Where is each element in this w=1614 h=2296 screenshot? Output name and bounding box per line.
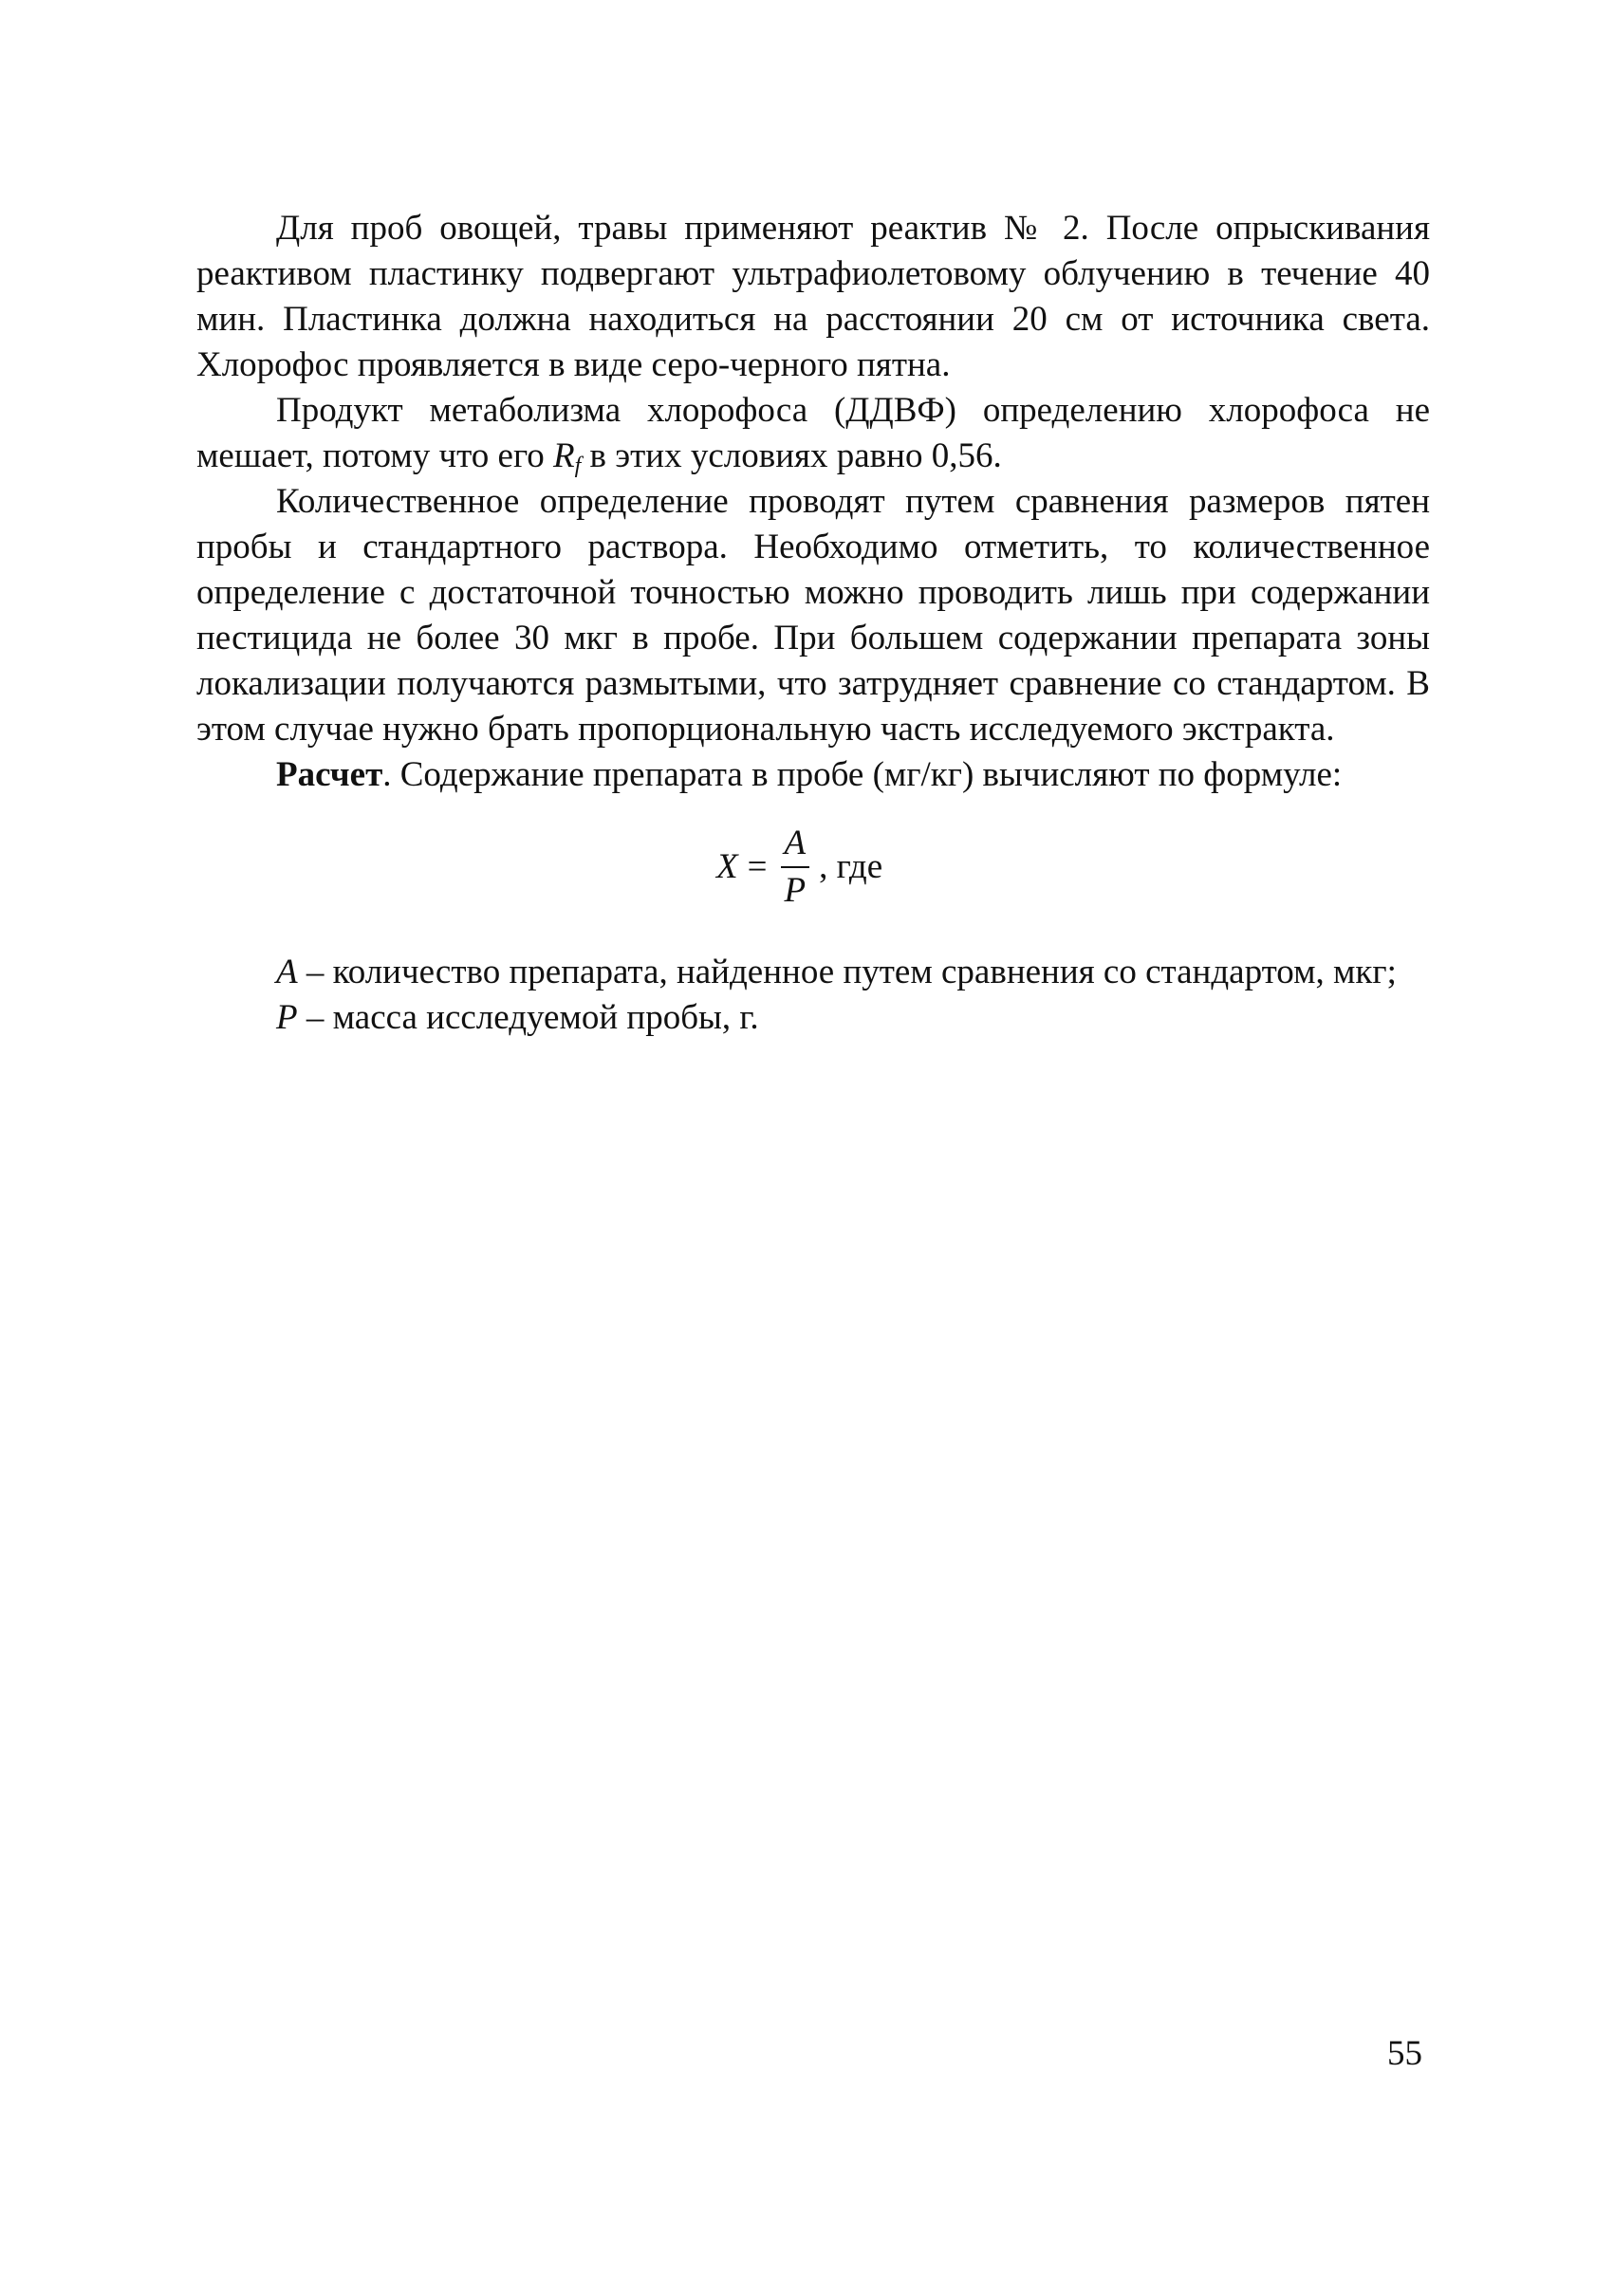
metabolite-text-2: в этих условиях равно 0,56. (581, 436, 1002, 475)
metabolite-text-1: Продукт метаболизма хлорофоса (ДДВФ) определению хлорофоса не мешает, потому что его (196, 391, 1430, 475)
page-number: 55 (1387, 2034, 1422, 2073)
rf-subscript: f (574, 454, 582, 478)
formula-denominator: P (784, 871, 807, 910)
rf-symbol: R (552, 436, 575, 475)
formula-equals: = (747, 847, 768, 886)
paragraph-calculation (196, 752, 1430, 798)
formula-row (196, 805, 1430, 938)
body-text (196, 206, 1430, 1041)
fraction-bar (781, 866, 809, 868)
paragraph-reagent: Для проб овощей, травы применяют реактив № 2. После опрыскивания реактивом пластинку подвергают ультрафиолетовому облучению в течение 40 мин. Пластинка должна находиться на расстоянии 20 см от источника света. Хлорофос проявляется в виде серо-черного пятна. (196, 209, 1430, 384)
formula (716, 805, 882, 929)
definition-p (196, 995, 1430, 1041)
paragraph-quantitative: Количественное определение проводят путем сравнения размеров пятен пробы и стандартного раствора. Необходимо отметить, то количественное определение с достаточной точностью можно проводить лишь при содержании пестицида не более 30 мкг в пробе. При большем содержании препарата зоны локализации получаются размытыми, что затрудняет сравнение со стандартом. В этом случае нужно брать пропорциональную часть исследуемого экстракта. (196, 482, 1430, 749)
formula-lhs: X (716, 847, 738, 886)
formula-tail: , где (819, 847, 883, 886)
formula-numerator: A (784, 824, 807, 862)
definition-a-text: – количество препарата, найденное путем сравнения со стандартом, мкг; (297, 953, 1397, 991)
formula-fraction (780, 823, 809, 912)
calculation-text: . Содержание препарата в пробе (мг/кг) вычисляют по формуле: (382, 755, 1343, 794)
definition-p-symbol: P (276, 998, 298, 1037)
definition-a (196, 950, 1430, 995)
definition-a-symbol: A (276, 953, 298, 991)
definition-p-text: – масса исследуемой пробы, г. (297, 998, 759, 1037)
paragraph-metabolite (196, 388, 1430, 479)
calculation-heading: Расчет (276, 755, 383, 794)
